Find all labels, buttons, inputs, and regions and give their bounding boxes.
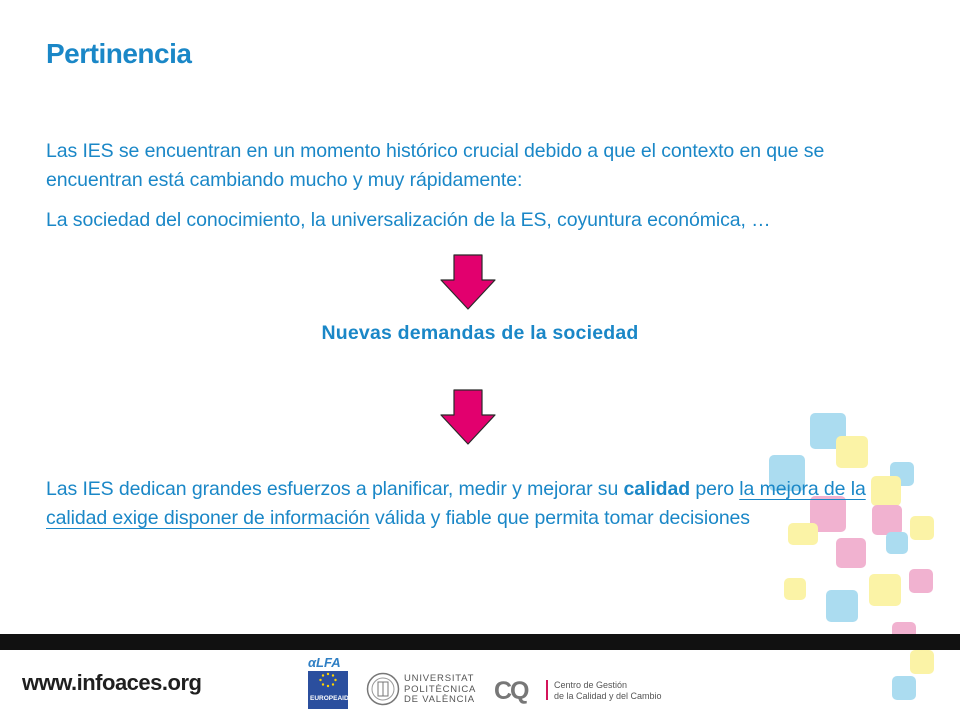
eu-stars-icon xyxy=(308,671,348,695)
footer-bar xyxy=(0,634,960,650)
quality-text-part1: Las IES dedican grandes esfuerzos a planificar, medir y mejorar su xyxy=(46,478,624,500)
decor-square xyxy=(910,650,934,674)
footer-url[interactable]: www.infoaces.org xyxy=(22,670,202,695)
eu-flag-box xyxy=(308,671,348,709)
decor-square xyxy=(836,538,866,568)
europeaid-label: EUROPEAID xyxy=(310,695,349,702)
decor-square xyxy=(892,676,916,700)
quality-bold-word: calidad xyxy=(623,478,691,500)
down-arrow-icon xyxy=(440,389,496,445)
decor-square xyxy=(909,569,933,593)
middle-heading: Nuevas demandas de la sociedad xyxy=(321,322,639,344)
upv-seal-icon xyxy=(366,672,400,706)
cq-divider xyxy=(546,680,548,700)
decor-square xyxy=(784,578,806,600)
upv-logo-text xyxy=(404,674,476,706)
down-arrow-icon xyxy=(440,254,496,310)
upv-line2: POLITÈCNICA xyxy=(404,683,477,695)
decor-square xyxy=(869,574,901,606)
quality-text-part3: válida y fiable que permita tomar decisiones xyxy=(369,507,750,529)
paragraph-context: Las IES se encuentran en un momento histórico crucial debido a que el contexto en que se encuentran está cambiando mucho y muy rápidamente: xyxy=(46,140,825,191)
alfa-logo-text: αLFA xyxy=(308,655,341,670)
alfa-europeaid-logo xyxy=(308,655,348,711)
slide-title: Pertinencia xyxy=(46,38,192,69)
decor-square xyxy=(836,436,868,468)
upv-line1: UNIVERSITAT xyxy=(404,673,475,684)
quality-text-part2: pero xyxy=(690,478,740,500)
decor-square xyxy=(826,590,858,622)
quality-underlined-phrase: la mejora de la calidad exige disponer de información xyxy=(46,478,866,529)
upv-line3: DE VALÈNCIA xyxy=(404,694,475,705)
decor-square xyxy=(872,505,902,535)
cq-logo-text xyxy=(554,680,662,702)
cq-logo-mark: CQ xyxy=(494,677,528,705)
cq-line2: de la Calidad y del Cambio xyxy=(554,691,662,701)
paragraph-factors: La sociedad del conocimiento, la universalización de la ES, coyuntura económica, … xyxy=(46,209,771,231)
decor-square xyxy=(871,476,901,506)
decor-square xyxy=(910,516,934,540)
cq-line1: Centro de Gestión xyxy=(554,680,628,690)
decor-square xyxy=(886,532,908,554)
paragraph-quality xyxy=(46,475,866,533)
